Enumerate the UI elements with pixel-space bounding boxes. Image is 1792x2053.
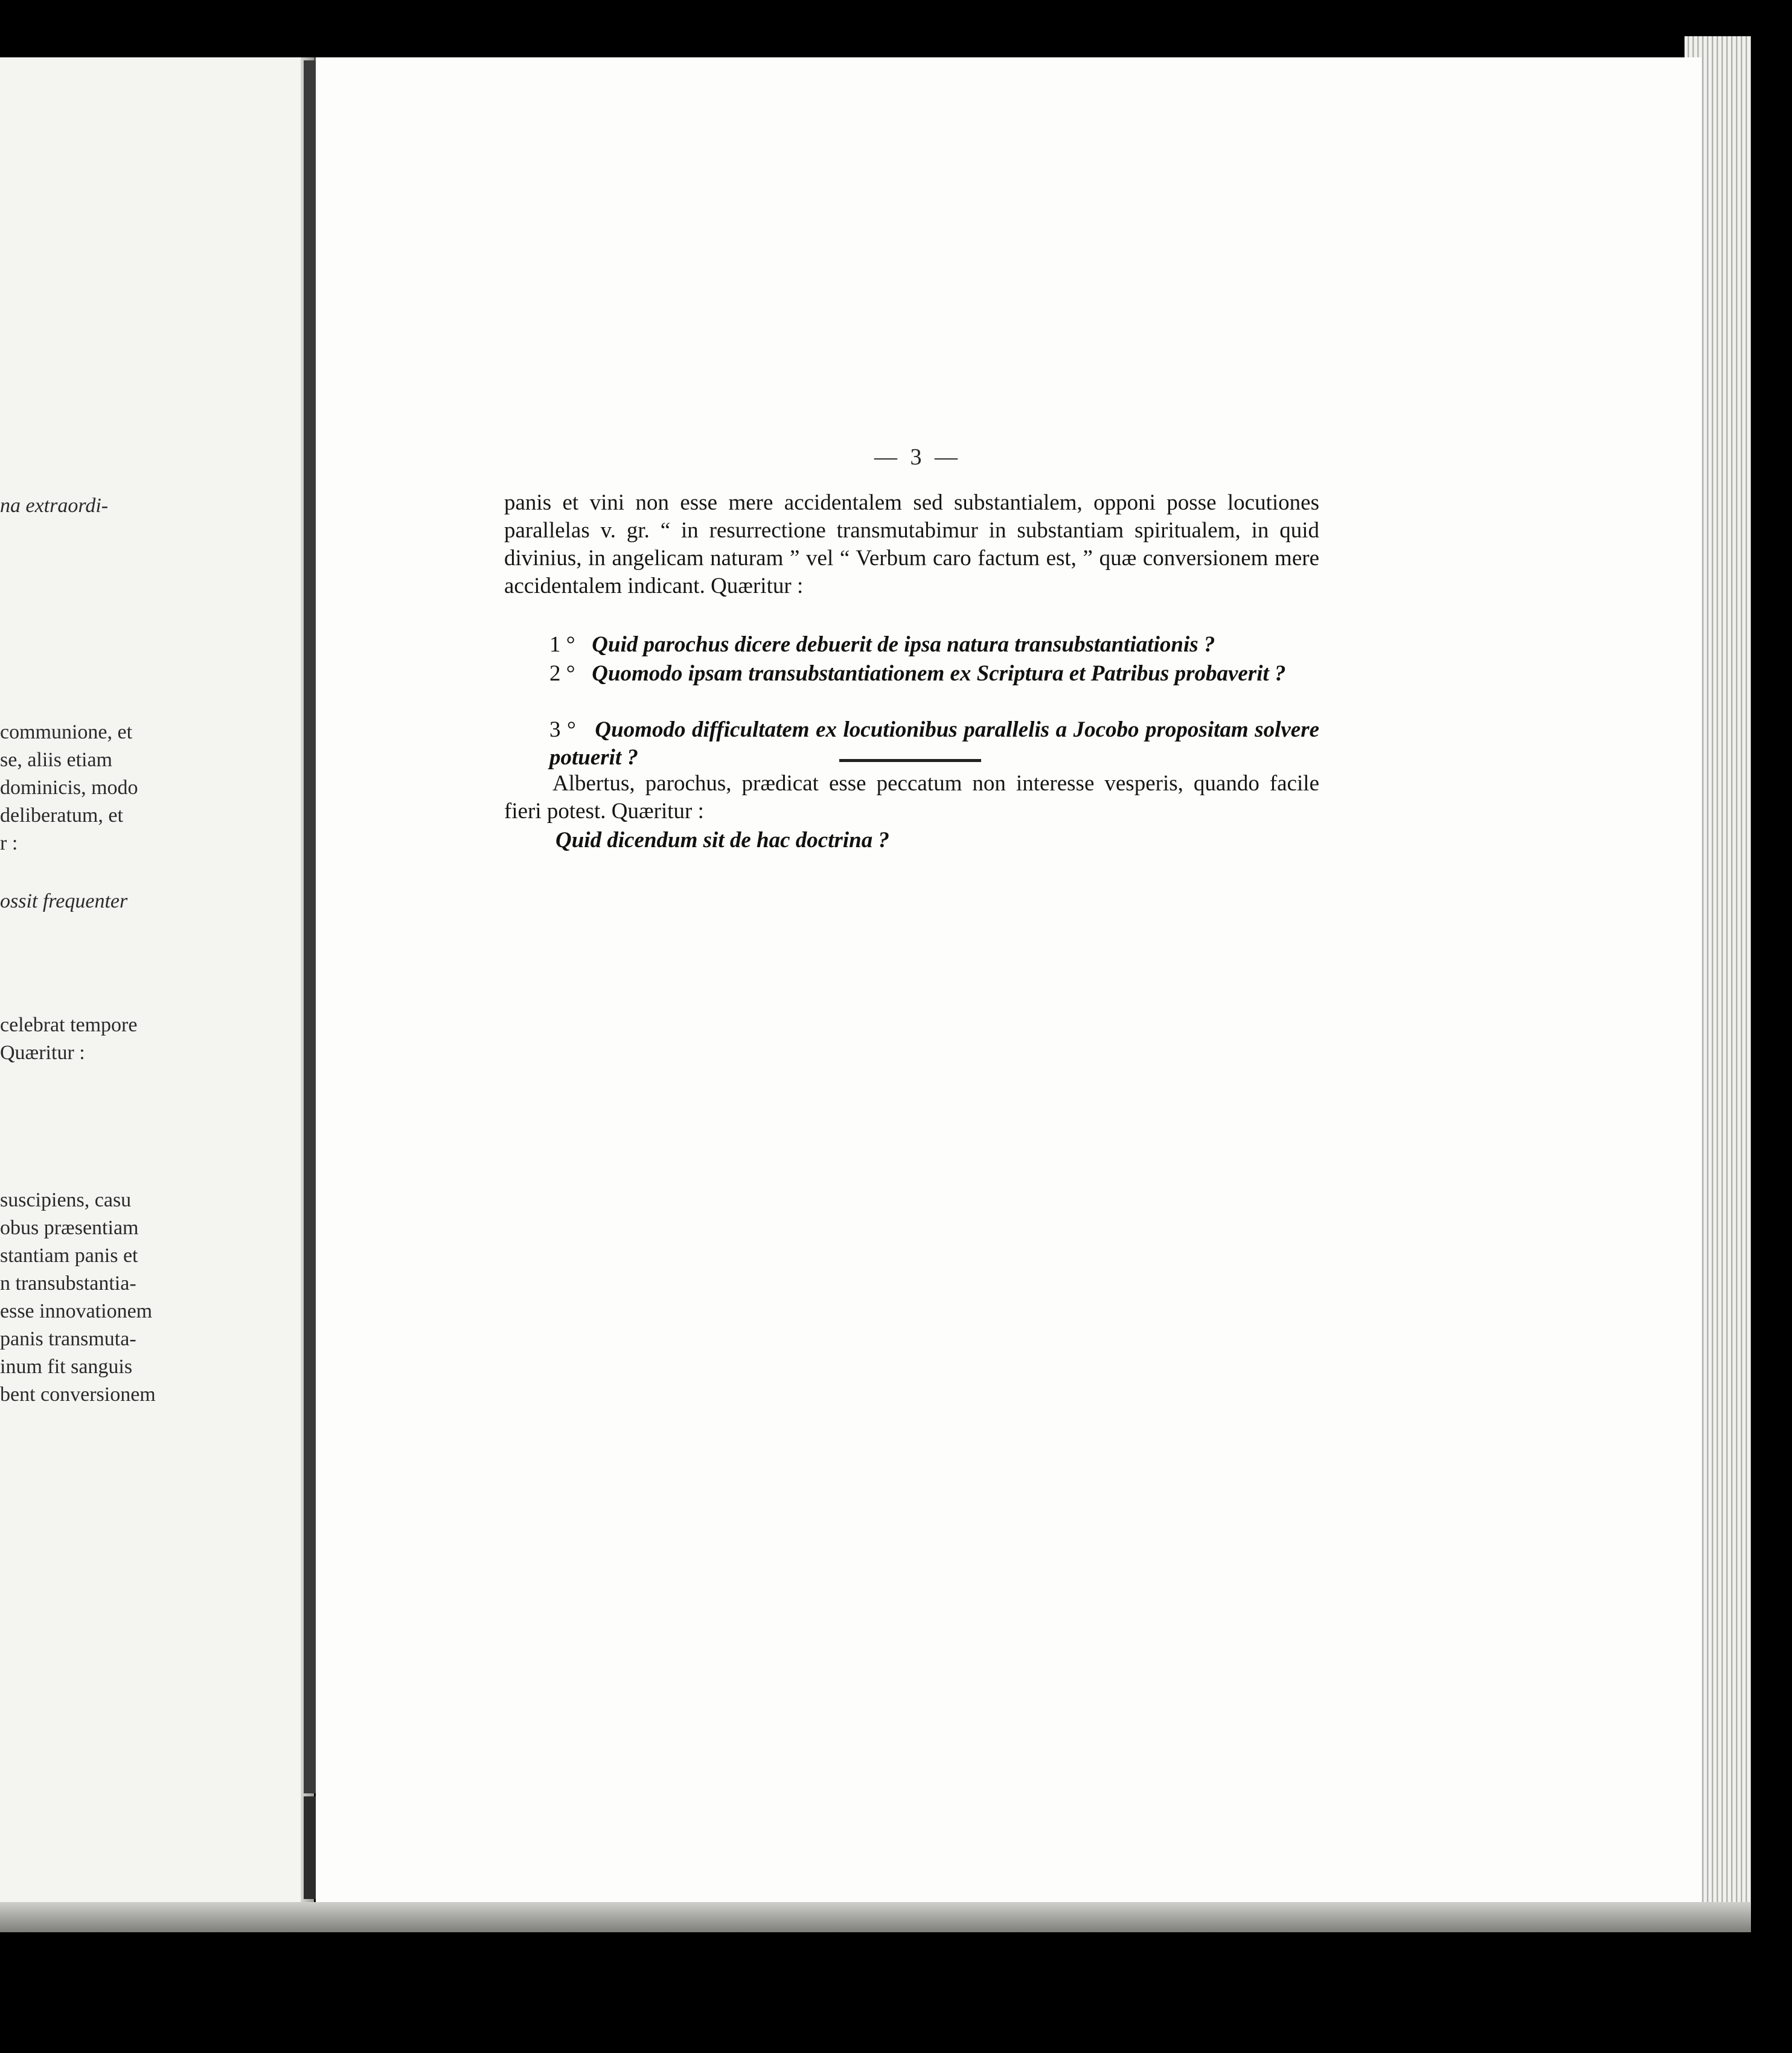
left-fragment: inum fit sanguis <box>0 1356 133 1378</box>
left-page <box>0 57 313 1923</box>
binding-gutter-lower <box>304 1796 316 1899</box>
question-4: Quid dicendum sit de hac doctrina ? <box>555 828 889 853</box>
question-3 <box>549 716 1319 772</box>
left-fragment: ossit frequenter <box>0 890 128 912</box>
section-divider <box>839 759 981 762</box>
left-fragment: bent conversionem <box>0 1383 156 1406</box>
question-text: Quomodo ipsam transubstantiationem ex Scriptura et Patribus probaverit ? <box>592 661 1286 686</box>
left-fragment: communione, et <box>0 721 133 743</box>
book-bottom-edge <box>0 1902 1751 1932</box>
left-fragment: obus præsentiam <box>0 1217 139 1239</box>
left-fragment: n transubstantia- <box>0 1272 136 1295</box>
question-2 <box>549 660 1319 688</box>
paragraph-2: Albertus, parochus, prædicat esse peccatum non interesse vesperis, quando facile fieri potest. Quæritur : <box>504 771 1319 824</box>
left-fragment: stantiam panis et <box>0 1244 138 1267</box>
page-number: — 3 — <box>874 444 961 470</box>
left-fragment: celebrat tempore <box>0 1014 138 1036</box>
left-fragment: deliberatum, et <box>0 804 123 827</box>
left-fragment: se, aliis etiam <box>0 749 113 771</box>
question-number: 1 ° <box>549 632 575 657</box>
left-fragment: suscipiens, casu <box>0 1189 132 1211</box>
question-1 <box>549 631 1215 659</box>
left-fragment: panis transmuta- <box>0 1328 136 1350</box>
question-number: 2 ° <box>549 661 575 686</box>
question-text: Quomodo difficultatem ex locutionibus parallelis a Jocobo propositam solvere potuerit ? <box>549 717 1320 770</box>
question-text: Quid parochus dicere debuerit de ipsa natura transubstantiationis ? <box>592 632 1215 657</box>
left-fragment: na extraordi- <box>0 495 109 517</box>
paragraph-1: panis et vini non esse mere accidentalem sed substantialem, opponi posse locutiones parallelas v. gr. “ in resurrectione transmutabimur in substantiam spiritualem, in quid divinius, in angelicam naturam ” vel “ Verbum caro factum est, ” quæ conversionem mere accidentalem indicant. Quæritur : <box>504 490 1319 598</box>
binding-gutter <box>304 60 316 1793</box>
left-fragment: r : <box>0 832 18 854</box>
right-page <box>316 57 1701 1911</box>
left-fragment: dominicis, modo <box>0 777 138 799</box>
left-fragment: Quæritur : <box>0 1042 85 1064</box>
left-fragment: esse innovationem <box>0 1300 153 1322</box>
question-number: 3 ° <box>549 717 576 742</box>
